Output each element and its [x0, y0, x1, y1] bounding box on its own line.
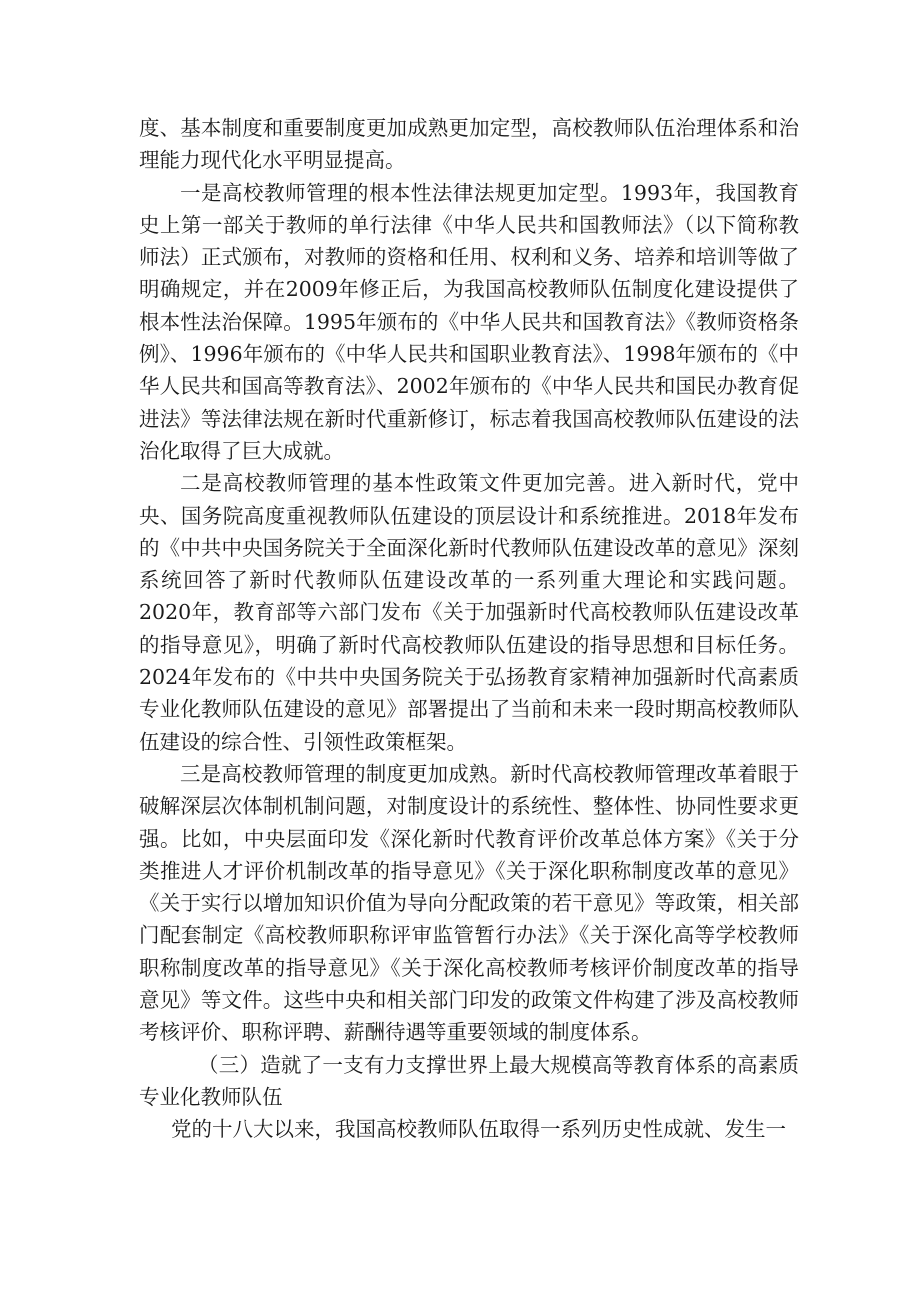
paragraph-institutions: 三是高校教师管理的制度更加成熟。新时代高校教师管理改革着眼于破解深层次体制机制问题，对制度设计的系统性、整体性、协同性要求更强。比如，中央层面印发《深化新时代教育评价改革总体方案》《关于分类推进人才评价机制改革的指导意见》《关于深化职称制度改革的意见》《关于实行以增加知识价值为导向分配政策的若干意见》等政策，相关部门配套制定《高校教师职称评审监管暂行办法》《关于深化高等学校教师职称制度改革的指导意见》《关于深化高校教师考核评价制度改革的指导意见》等文件。这些中央和相关部门印发的政策文件构建了涉及高校教师考核评价、职称评聘、薪酬待遇等重要领域的制度体系。	[139, 761, 799, 1045]
paragraph-policies: 二是高校教师管理的基本性政策文件更加完善。进入新时代，党中央、国务院高度重视教师队伍建设的顶层设计和系统推进。2018年发布的《中共中央国务院关于全面深化新时代教师队伍建设改革的意见》深刻系统回答了新时代教师队伍建设改革的一系列重大理论和实践问题。2020年，教育部等六部门发布《关于加强新时代高校教师队伍建设改革的指导意见》，明确了新时代高校教师队伍建设的指导思想和目标任务。2024年发布的《中共中央国务院关于弘扬教育家精神加强新时代高素质专业化教师队伍建设的意见》部署提出了当前和未来一段时期高校教师队伍建设的综合性、引领性政策框架。	[139, 471, 799, 754]
section-heading: （三）造就了一支有力支撑世界上最大规模高等教育体系的高素质专业化教师队伍	[139, 1052, 799, 1109]
paragraph-laws: 一是高校教师管理的根本性法律法规更加定型。1993年，我国教育史上第一部关于教师的单行法律《中华人民共和国教师法》（以下简称教师法）正式颁布，对教师的资格和任用、权利和义务、培养和培训等做了明确规定，并在2009年修正后，为我国高校教师队伍制度化建设提供了根本性法治保障。1995年颁布的《中华人民共和国教育法》《教师资格条例》、1996年颁布的《中华人民共和国职业教育法》、1998年颁布的《中华人民共和国高等教育法》、2002年颁布的《中华人民共和国民办教育促进法》等法律法规在新时代重新修订，标志着我国高校教师队伍建设的法治化取得了巨大成就。	[139, 180, 799, 463]
continued-paragraph: 度、基本制度和重要制度更加成熟更加定型，高校教师队伍治理体系和治理能力现代化水平明显提高。	[139, 116, 799, 173]
document-body	[139, 112, 799, 1146]
paragraph-achievements: 党的十八大以来，我国高校教师队伍取得一系列历史性成就、发生一	[171, 1117, 786, 1142]
